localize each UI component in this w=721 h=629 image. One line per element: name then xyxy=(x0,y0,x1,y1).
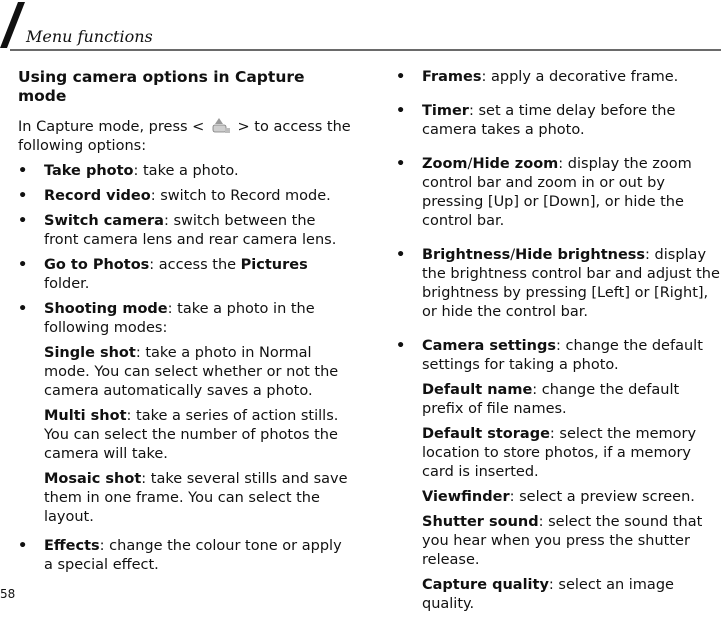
page-header xyxy=(0,0,721,56)
bullet-take-photo: • Take photo: take a photo. xyxy=(18,163,239,179)
bullet-switch-camera: • Switch camera: switch between the front camera lens and rear camera lens. xyxy=(18,213,337,248)
sub-item-mosaic-shot: Mosaic shot: take several stills and save them in one frame. You can select the layout. xyxy=(44,471,348,525)
sub-item-multi-shot: Multi shot: take a series of action stills. You can select the number of photos the camera will take. xyxy=(44,408,339,462)
bullet-frames: • Frames: apply a decorative frame. xyxy=(396,69,679,85)
sub-item-shutter-sound: Shutter sound: select the sound that you hear when you press the shutter release. xyxy=(422,514,703,568)
bullet-dot: • xyxy=(18,163,28,179)
section-heading: Using camera options in Capture mode xyxy=(18,68,305,105)
sub-item-single-shot: Single shot: take a photo in Normal mode. You can select whether or not the camera automatically saves a photo. xyxy=(44,345,339,399)
bullet-dot: • xyxy=(18,301,28,317)
sub-item-default-storage: Default storage: select the memory location to store photos, if a memory card is inserted. xyxy=(422,426,697,480)
bullet-camera-settings: • Camera settings: change the default settings for taking a photo. Default name: change the default prefix of file names. Default storage: select the memory location to store photos, if a memory card is inserted. Viewfinder: select a preview screen. Shutter sound: select the sound that you hear when you press the shutter release. Capture quality: select an image quality. xyxy=(396,337,721,614)
sub-item-capture-quality: Capture quality: select an image quality. xyxy=(422,577,674,612)
sub-item-default-name: Default name: change the default prefix of file names. xyxy=(422,382,680,417)
left-column xyxy=(18,68,353,581)
options-softkey-icon xyxy=(209,116,233,136)
right-column xyxy=(396,68,721,629)
bullet-timer: • Timer: set a time delay before the camera takes a photo. xyxy=(396,103,676,138)
bullet-dot: • xyxy=(396,156,406,172)
bullet-dot: • xyxy=(18,188,28,204)
bullet-brightness: • Brightness/Hide brightness: display the brightness control bar and adjust the brightness by pressing [Left] or [Right], or hide the control bar. xyxy=(396,247,720,320)
bullet-dot: • xyxy=(18,213,28,229)
bullet-dot: • xyxy=(18,538,28,554)
bullet-dot: • xyxy=(396,338,406,354)
page-number: 58 xyxy=(0,587,16,601)
bullet-zoom: • Zoom/Hide zoom: display the zoom control bar and zoom in or out by pressing [Up] or [Down], or hide the control bar. xyxy=(396,156,692,229)
sub-item-viewfinder: Viewfinder: select a preview screen. xyxy=(422,489,695,505)
header-title: Menu functions xyxy=(26,27,153,46)
bullet-dot: • xyxy=(18,257,28,273)
bullet-dot: • xyxy=(396,69,406,85)
bullet-dot: • xyxy=(396,247,406,263)
bullet-go-to-photos: • Go to Photos: access the Pictures folder. xyxy=(18,257,308,292)
bullet-dot: • xyxy=(396,103,406,119)
bullet-effects: • Effects: change the colour tone or apply a special effect. xyxy=(18,538,342,573)
intro-text: In Capture mode, press < > to access the following options: xyxy=(18,116,353,156)
bullet-shooting-mode: • Shooting mode: take a photo in the following modes: Single shot: take a photo in Normal mode. You can select whether or not the camera automatically saves a photo. Multi shot: take a series of action stills. You can select the number of photos the camera will take. Mosaic shot: take several stills and save them in one frame. You can select the layout. xyxy=(18,300,353,527)
bullet-record-video: • Record video: switch to Record mode. xyxy=(18,188,331,204)
